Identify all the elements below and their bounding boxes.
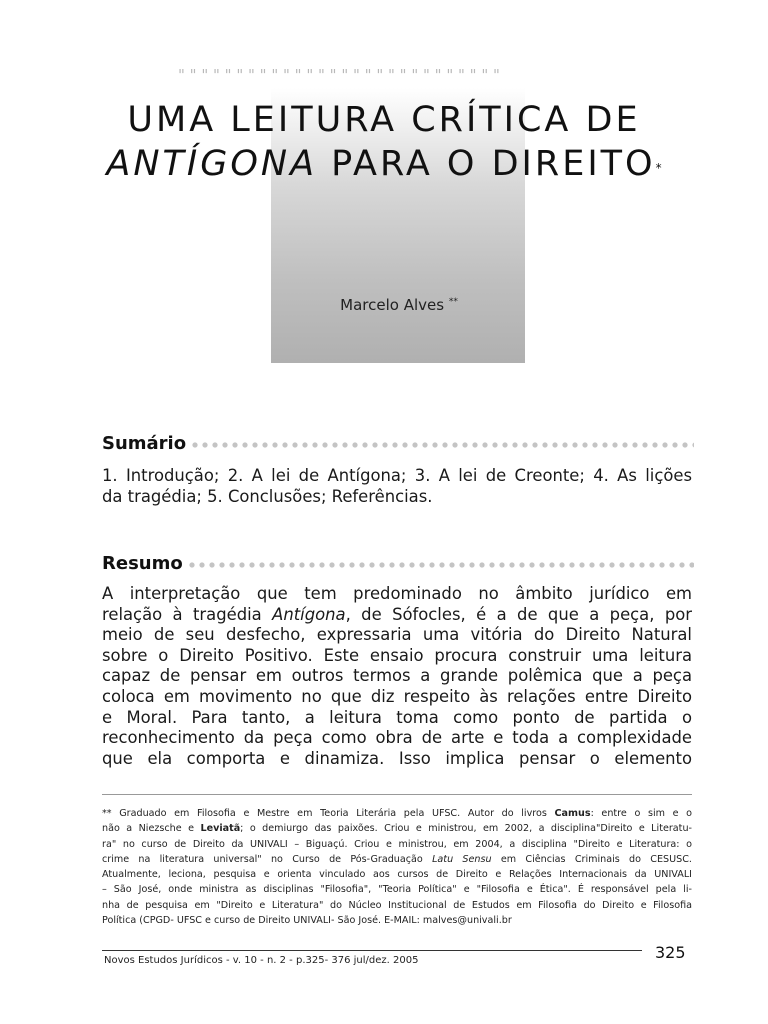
- resumo-line: [102, 605, 692, 626]
- author-name: Marcelo Alves: [340, 296, 445, 314]
- resumo-line: que ela comporta e dinamiza. Isso implica pensar o elemento: [102, 748, 692, 768]
- decorative-quote-marks: " " " " " " " " " " " " " " " " " " " " " " " " " " " ": [178, 66, 500, 84]
- sumario-heading: [102, 431, 694, 455]
- title-line-2-rest: PARA O DIREITO: [317, 144, 656, 184]
- footnote-text: : entre o sim e o: [590, 808, 692, 819]
- page-number: 325: [655, 943, 686, 962]
- footnote-line: ra" no curso de Direito da UNIVALI – Biguaçú. Criou e ministrou, em 2004, a disciplina "Direito e Literatura: o: [102, 838, 692, 850]
- footnote-text: crime na literatura universal" no Curso de Pós-Graduação: [102, 853, 433, 865]
- resumo-line2-pre: relação à tragédia: [102, 604, 273, 624]
- footer-rule: [102, 950, 642, 951]
- resumo-line: reconhecimento da peça como obra de arte e toda a complexidade: [102, 728, 692, 748]
- footnote-italic: Latu Sensu: [432, 853, 492, 865]
- resumo-line: coloca em movimento no que diz respeito às relações entre Direito: [102, 686, 692, 706]
- footnote-text: ** Graduado em Filosofia e Mestre em Teoria Literária pela UFSC. Autor do livros: [102, 808, 555, 819]
- footnote-line: [102, 806, 692, 821]
- resumo-line: sobre o Direito Positivo. Este ensaio procura construir uma leitura: [102, 645, 692, 665]
- resumo-dotted-rule: [187, 561, 694, 569]
- author-footnote-mark: **: [448, 297, 458, 307]
- title-footnote-mark: *: [655, 161, 662, 175]
- resumo-italic-antigona: Antígona: [272, 604, 346, 624]
- title-italic-antigona: ANTÍGONA: [106, 144, 318, 184]
- footnote-text: não a Niezsche e: [102, 823, 201, 835]
- footnote-line: nha de pesquisa em "Direito e Literatura" do Núcleo Institucional de Estudos em Filosofia do Direito e Filosofia: [102, 899, 692, 911]
- footnote-line: [102, 821, 692, 836]
- sumario-line: da tragédia; 5. Conclusões; Referências.: [102, 486, 433, 506]
- article-title: [0, 98, 768, 186]
- sumario-line: 1. Introdução; 2. A lei de Antígona; 3. A lei de Creonte; 4. As lições: [102, 466, 692, 485]
- resumo-line: A interpretação que tem predominado no âmbito jurídico em: [102, 584, 692, 603]
- resumo-text: [102, 584, 692, 769]
- footnote-line: [102, 852, 692, 867]
- sumario-dotted-rule: [190, 441, 694, 449]
- resumo-heading: [102, 551, 694, 575]
- sumario-text: [102, 466, 692, 507]
- footnote-line: – São José, onde ministra as disciplinas "Filosofia", "Teoria Política" e "Filosofia e Ética". É responsável pela li-: [102, 884, 692, 896]
- author-footnote: [102, 806, 692, 928]
- resumo-line: meio de seu desfecho, expressaria uma vitória do Direito Natural: [102, 625, 692, 645]
- footnote-separator: [102, 794, 692, 795]
- author-line: [0, 296, 768, 314]
- title-line-2: [0, 142, 768, 186]
- sumario-heading-label: Sumário: [102, 432, 187, 454]
- resumo-line: e Moral. Para tanto, a leitura toma como ponto de partida o: [102, 707, 692, 727]
- footnote-line: Política (CPGD- UFSC e curso de Direito UNIVALI- São José. E-MAIL: malves@univali.br: [102, 915, 512, 927]
- footnote-text: ; o demiurgo das paixões. Criou e ministrou, em 2002, a disciplina"Direito e Literatu-: [240, 823, 692, 835]
- title-line-1: UMA LEITURA CRÍTICA DE: [127, 100, 641, 140]
- resumo-heading-label: Resumo: [102, 552, 183, 574]
- footnote-line: Atualmente, leciona, pesquisa e orienta vinculado aos cursos de Direito e Relações Internacionais da UNIVALI: [102, 869, 692, 881]
- book-title-camus: Camus: [554, 808, 591, 819]
- footnote-text: em Ciências Criminais do CESUSC.: [491, 853, 692, 865]
- resumo-line: capaz de pensar em outros termos a grande polêmica que a peça: [102, 666, 692, 686]
- resumo-line2-post: , de Sófocles, é a de que a peça, por: [345, 604, 692, 624]
- journal-citation: Novos Estudos Jurídicos - v. 10 - n. 2 - p.325- 376 jul/dez. 2005: [104, 955, 419, 966]
- book-title-leviata: Leviatã: [200, 823, 241, 835]
